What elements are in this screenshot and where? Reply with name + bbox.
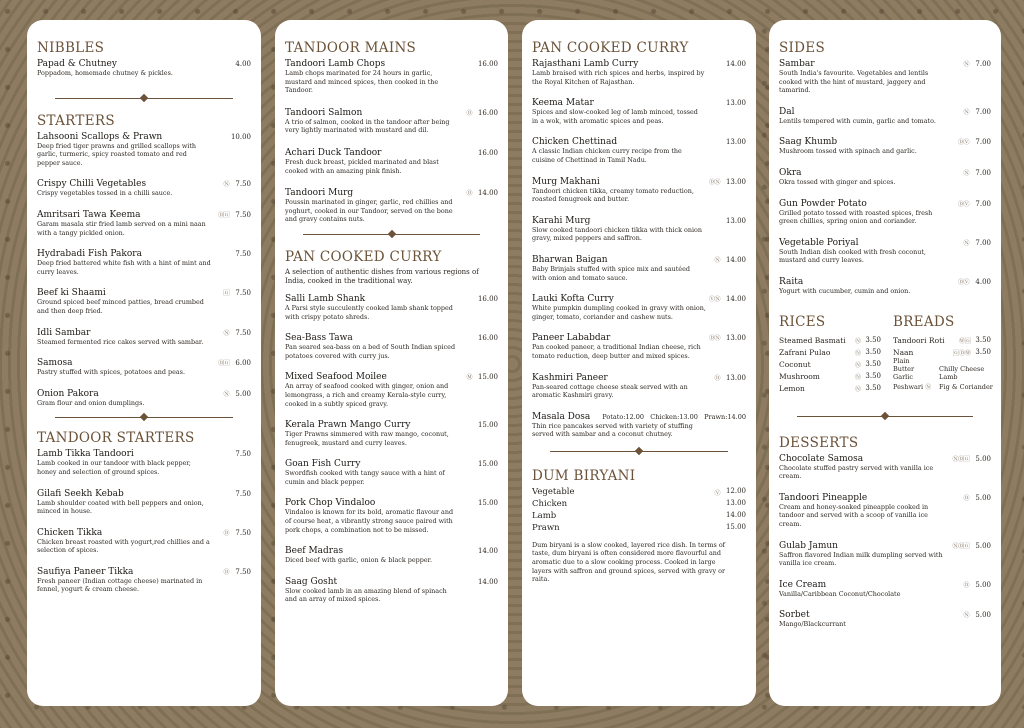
item-description: Mushroom tossed with spinach and garlic. [779,147,917,156]
menu-item [779,610,991,629]
section-heading-nibbles: NIBBLES [37,40,105,56]
dietary-icon: Ⓓ [466,109,472,117]
menu-item [37,567,251,594]
item-description: Lamb shoulder coated with bell peppers and onion, minced in house. [37,498,204,516]
item-name: Gun Powder Potato [779,198,867,209]
item-name: Lemon [779,383,805,393]
menu-panel-2 [275,20,508,706]
section-intro: A selection of authentic dishes from various regions of India, cooked in the traditional way. [285,267,479,285]
menu-item [532,373,746,400]
dietary-icon: ⓃⒹ🄶 [952,542,969,550]
item-description: Lamb cooked in our tandoor with black pepper, honey and selection of ground spices. [37,459,191,476]
item-description: Crispy vegetables tossed in a chilli sauce. [37,189,173,198]
item-name: Chicken Tikka [37,527,103,538]
section-divider [797,416,973,417]
menu-item [37,389,251,408]
item-name: Saag Gosht [285,576,338,587]
bread-row [893,336,991,345]
item-description: Yogurt with cucumber, cumin and onion. [779,286,911,295]
item-price: 7.50 [235,210,251,219]
item-name: Dal [779,106,795,117]
item-name: Raita [779,276,804,287]
item-description: Slow cooked tandoori chicken tikka with thick onion gravy, mixed peppers and saffron. [532,225,702,243]
menu-item [779,199,991,226]
menu-item [285,577,498,604]
menu-item [532,294,746,321]
item-name: Kerala Prawn Mango Curry [285,420,411,431]
item-price: 14.00 [477,547,498,556]
naan-type: Plain [893,356,910,365]
item-name: Crispy Chilli Vegetables [37,179,147,190]
item-price: 14.00 [725,295,746,304]
item-description: Pan-seared cottage cheese steak served with an aromatic Kashmiri gravy. [532,382,688,400]
item-price: Potato:12.00 Chicken:13.00 Prawn:14.00 [602,412,746,421]
item-price: 7.00 [975,238,991,247]
menu-item [37,328,251,347]
section-heading-starters: STARTERS [37,112,115,129]
naan-type: Peshwari [893,382,924,391]
item-price: 16.00 [477,334,498,343]
item-price: 13.00 [725,334,746,343]
item-price: 7.50 [235,528,251,537]
item-description: An array of seafood cooked with ginger, onion and lemongrass, a rich and creamy Kerala-style curry, cooked in a subtly spiced gravy. [285,382,449,408]
menu-item [532,137,746,164]
menu-item [285,294,498,321]
item-description: Pan cooked paneer, a traditional Indian cheese, rich tomato reduction, deep butter and mixed spices. [532,343,701,360]
menu-item [37,449,251,476]
item-description: Poussin marinated in ginger, garlic, red chillies and yoghurt, cooked in our Tandoor, served on the bone and gravy contains nuts. [285,198,453,224]
rice-row [779,372,881,381]
item-description: Okra tossed with ginger and spices. [779,177,896,186]
item-price: 5.00 [975,580,991,589]
item-price: 13.00 [725,99,746,108]
menu-panel-1 [27,20,261,706]
dietary-icon: 🄶 [223,290,229,298]
item-name: Lamb [532,510,557,521]
menu-item [37,59,251,78]
dietary-icon: Ⓝ [963,169,969,177]
item-name: Samosa [37,358,73,369]
dietary-icon: Ⓓ🄶 [217,211,229,219]
section-heading-pan-cooked-curry: PAN COOKED CURRY [285,248,442,265]
item-price: 5.00 [975,611,991,620]
menu-item [532,216,746,243]
item-price: 7.50 [235,489,251,498]
item-price: 15.00 [725,522,746,531]
item-name: Papad & Chutney [37,59,117,69]
item-description: Thin rice pancakes served with variety of stuffing served with sambar and a coconut chutney. [532,421,693,439]
item-price: 13.00 [725,216,746,225]
item-name: Coconut [779,359,811,369]
item-name: Chicken Chettinad [532,137,618,148]
item-price: 13.00 [725,177,746,186]
dietary-icon: Ⓓ [714,374,720,382]
menu-item-masala-dosa [532,412,746,439]
item-name: Murg Makhani [532,176,600,187]
menu-item [285,372,498,408]
item-description: A classic Indian chicken curry recipe from the cuisine of Chettinad in Tamil Nadu. [532,147,682,164]
menu-item [285,546,498,565]
rice-row [779,384,881,393]
dietary-icon: Ⓝ [854,385,861,393]
item-description: Poppadom, homemade chutney & pickles. [37,69,173,77]
menu-item [532,255,746,282]
item-description: Mango/Blackcurrant [779,620,846,629]
dietary-icon: ⒹⓋ [957,200,969,208]
menu-item [532,98,746,125]
dietary-icon: Ⓝ [854,337,861,345]
menu-item [285,188,498,224]
item-price: 7.00 [975,60,991,68]
dietary-icon: Ⓝ [854,349,861,357]
item-name: Saag Khumb [779,137,838,148]
item-description: Fresh duck breast, pickled marinated and blast cooked with an amazing pink finish. [285,157,439,175]
item-name: Onion Pakora [37,388,99,399]
item-price: 16.00 [477,108,498,117]
dietary-icon: ⒹⓃ [708,178,720,186]
item-price: 14.00 [725,60,746,68]
dietary-icon: Ⓝ [963,108,969,116]
menu-item [779,493,991,529]
item-description: South India's favourite. Vegetables and lentils cooked with the hint of mustard, jaggery and tamarind. [779,69,929,95]
section-heading-tandoor-starters: TANDOOR STARTERS [37,430,195,447]
dietary-icon: Ⓜ [466,374,472,382]
menu-item [37,210,251,237]
item-price: 16.00 [477,60,498,68]
dietary-icon: Ⓝ [963,239,969,247]
menu-item [532,333,746,360]
item-name: Gilafi Seekh Kebab [37,488,124,499]
item-description: Fresh paneer (Indian cottage cheese) marinated in fennel, yogurt & cream cheese. [37,576,203,594]
dietary-icon: Ⓓ [466,190,472,198]
item-description: Deep fried battered white fish with a hint of mint and curry leaves. [37,259,211,276]
item-name: Chocolate Samosa [779,453,864,464]
item-name: Lauki Kofta Curry [532,294,614,305]
menu-item [37,358,251,377]
naan-varieties [893,357,991,383]
item-price: 7.50 [235,180,251,189]
menu-item [37,132,251,168]
menu-item [285,420,498,447]
item-description: Lamb braised with rich spices and herbs, inspired by the Royal Kitchen of Rajasthan. [532,69,705,86]
item-name: Tandoori Murg [285,188,354,199]
item-price: 16.00 [477,148,498,157]
menu-item [532,177,746,204]
item-name: Hydrabadi Fish Pakora [37,249,142,260]
item-price: 15.00 [477,460,498,469]
item-price: 10.00 [230,132,251,141]
item-price: 14.00 [725,255,746,264]
item-price: 3.50 [975,335,991,344]
item-description: Pastry stuffed with spices, potatoes and peas. [37,368,185,377]
menu-item [285,498,498,534]
dietary-icon: Ⓝ [963,612,969,620]
item-price: 5.00 [235,389,251,398]
naan-type: Lamb [939,372,958,381]
item-description: Diced beef with garlic, onion & black pepper. [285,556,432,565]
item-price: 7.50 [235,450,251,459]
item-description: A Parsi style succulently cooked lamb shank topped with crispy potato shreds. [285,303,453,321]
item-name: Gulab Jamun [779,540,838,551]
item-description: Lamb chops marinated for 24 hours in garlic, mustard and minced spices, then cooked in the Tandoor. [285,69,439,95]
item-description: Vanilla/Caribbean Coconut/Chocolate [779,589,901,598]
item-name: Vegetable Poriyal [779,237,859,248]
item-price: 13.00 [725,373,746,382]
item-description: Garam masala stir fried lamb served on a mini naan with a tangy pickled onion. [37,219,206,237]
section-divider [550,451,728,452]
item-price: 15.00 [477,421,498,430]
item-description: Saffron flavored Indian milk dumpling served with vanilla ice cream. [779,550,943,568]
rice-row [779,348,881,357]
dietary-icon: Ⓝ [925,383,932,391]
item-price: 3.50 [865,371,881,380]
item-description: Tiger Prawns simmered with raw mango, coconut, fenugreek, mustard and curry leaves. [285,430,449,447]
dietary-icon: Ⓓ🄶 [217,360,229,368]
biryani-description: Dum biryani is a slow cooked, layered rice dish. In terms of taste, dum biryani is often considered more flavourful and aromatic due to a slow cooking process. Cooked in large layers with saffron and ground spices, served with gravy or raita. [532,540,726,584]
item-price: 13.00 [725,138,746,147]
item-price: 7.00 [975,199,991,208]
biryani-row [532,487,746,497]
item-description: Gram flour and onion dumplings. [37,398,145,407]
item-name: Kashmiri Paneer [532,372,608,383]
section-heading-sides: SIDES [779,40,826,56]
item-price: 14.00 [477,189,498,198]
item-price: 7.00 [975,107,991,116]
item-name: Tandoori Roti [893,335,945,345]
menu-item [779,580,991,599]
item-name: Ice Cream [779,579,827,590]
item-name: Karahi Murg [532,215,591,226]
naan-type: Butter [893,364,915,373]
item-price: 3.50 [975,347,991,356]
item-description: Chocolate stuffed pastry served with vanilla ice cream. [779,463,934,481]
item-price: 16.00 [477,294,498,303]
item-name: Chicken [532,498,568,509]
item-name: Zafrani Pulao [779,347,831,357]
menu-item [779,107,991,126]
item-price: 14.00 [725,510,746,519]
item-price: 12.00 [725,486,746,495]
section-heading-breads: BREADS [893,313,955,330]
dietary-icon: Ⓥ [714,489,720,497]
item-price: 13.00 [725,498,746,507]
menu-panel-4 [769,20,1001,706]
item-description: Vindaloo is known for its bold, aromatic flavour and of course heat, a vibrantly strong sauce paired with pork chops, a combination not to be missed. [285,508,454,534]
item-price: 6.00 [235,359,251,368]
rice-row [779,336,881,345]
item-description: Swordfish cooked with tangy sauce with a hint of cumin and black pepper. [285,469,445,486]
menu-item [779,277,991,296]
item-price: 5.00 [975,493,991,502]
item-description: Ground spiced beef minced patties, bread crumbed and then deep fried. [37,298,204,315]
item-description: White pumpkin dumpling cooked in gravy with onion, ginger, tomato, coriander and cashew nuts. [532,304,706,321]
item-price: 3.50 [865,335,881,344]
menu-item [779,541,991,568]
biryani-row [532,523,746,533]
item-name: Lahsooni Scallops & Prawn [37,131,163,142]
menu-item [37,179,251,198]
item-description: Tandoori chicken tikka, creamy tomato reduction, roasted fenugreek and butter. [532,186,694,204]
item-price: 7.50 [235,289,251,298]
item-name: Achari Duck Tandoor [285,147,382,158]
section-heading-desserts: DESSERTS [779,434,859,451]
item-description: Pan seared sea-bass on a bed of South Indian spiced potatoes covered with curry jus. [285,343,456,360]
rices-breads-block [779,314,991,410]
menu-item [779,168,991,187]
item-name: Lamb Tikka Tandoori [37,449,134,460]
item-name: Beef ki Shaami [37,288,106,299]
dietary-icon: Ⓦ🄶 [958,337,971,345]
dietary-icon: Ⓓ [963,494,969,502]
item-price: 4.00 [235,60,251,68]
item-name: Naan [893,347,914,357]
dietary-icon: ⓃⒹ🄶 [952,455,969,463]
section-heading-rices: RICES [779,313,826,330]
section-heading-tandoor-mains: TANDOOR MAINS [285,40,417,56]
menu-item [37,528,251,555]
item-price: 5.00 [975,541,991,550]
item-price: 5.00 [975,454,991,463]
dietary-icon: ⓋⓃ [708,296,720,304]
item-price: 14.00 [477,577,498,586]
dietary-icon: Ⓝ [854,361,861,369]
item-name: Keema Matar [532,98,594,109]
dietary-icon: Ⓝ [714,256,720,264]
dietary-icon: Ⓝ [963,61,969,68]
menu-item [285,108,498,135]
item-name: Tandoori Salmon [285,107,363,118]
item-name: Salli Lamb Shank [285,293,366,304]
item-name: Amritsari Tawa Keema [37,209,141,220]
menu-item [532,59,746,86]
menu-item [285,333,498,360]
item-description: Deep fried tiger prawns and grilled scallops with garlic, turmeric, spicy roasted tomato and red pepper sauce. [37,141,197,167]
item-name: Paneer Lababdar [532,333,611,344]
bread-row [893,348,991,357]
dietary-icon: Ⓓ [963,581,969,589]
item-description: Slow cooked lamb in an amazing blend of spinach and an array of mixed spices. [285,586,447,604]
breads-column [893,314,991,392]
menu-panel-3 [522,20,756,706]
item-name: Rajasthani Lamb Curry [532,59,639,69]
section-heading-pan-cooked-curry: PAN COOKED CURRY [532,40,689,56]
rices-column [779,314,881,396]
dietary-icon: ⒹⓋ [957,139,969,147]
item-price: 15.00 [477,373,498,382]
item-name: Prawn [532,522,560,533]
menu-item [779,454,991,481]
item-name: Pork Chop Vindaloo [285,498,376,509]
item-name: Sea-Bass Tawa [285,333,353,344]
dietary-icon: ⒹⓋ [957,278,969,286]
biryani-row [532,499,746,509]
menu-item [779,59,991,95]
item-name: Vegetable [532,486,575,497]
item-name: Mushroom [779,371,820,381]
rice-row [779,360,881,369]
menu-item [37,249,251,276]
item-name: Steamed Basmati [779,335,846,345]
dietary-icon: 🄶ⒹⓌ [952,349,971,357]
menu-item [285,59,498,95]
item-name: Tandoori Pineapple [779,492,868,503]
item-price: 7.50 [235,328,251,337]
menu-item [779,238,991,265]
item-name: Beef Madras [285,546,344,557]
item-description: Lentils tempered with cumin, garlic and tomato. [779,116,936,125]
menu-item [779,137,991,156]
item-name: Sorbet [779,610,810,621]
dietary-icon: Ⓓ [223,568,229,576]
item-name: Bharwan Baigan [532,254,608,265]
dietary-icon: Ⓓ [223,529,229,537]
biryani-row [532,511,746,521]
item-name: Saufiya Paneer Tikka [37,566,134,577]
item-name: Tandoori Lamb Chops [285,59,386,69]
dietary-icon: Ⓝ [223,181,229,189]
item-description: Grilled potato tossed with roasted spices, fresh green chillies, spring onion and coriander. [779,208,933,226]
item-price: 15.00 [477,499,498,508]
item-description: South Indian dish cooked with fresh coconut, mustard and curry leaves. [779,247,926,265]
item-price: 7.00 [975,168,991,177]
menu-item [37,288,251,315]
item-name: Mixed Seafood Moilee [285,372,387,383]
menu-item [285,459,498,486]
item-name: Masala Dosa [532,411,591,422]
item-price: 3.50 [865,359,881,368]
item-price: 7.00 [975,138,991,147]
dietary-icon: Ⓝ [223,390,229,398]
item-price: 7.50 [235,250,251,259]
dietary-icon: ⒹⓃ [708,335,720,343]
item-price: 4.00 [975,277,991,286]
item-description: Baby Brinjals stuffed with spice mix and sautéed with onion and tomato sauce. [532,264,690,282]
item-description: Steamed fermented rice cakes served with sambar. [37,337,204,346]
dietary-icon: Ⓝ [223,329,229,337]
item-description: A trio of salmon, cooked in the tandoor after being very lightly marinated with mustard and dil. [285,117,450,135]
item-name: Goan Fish Curry [285,459,361,470]
item-price: 7.50 [235,567,251,576]
menu-item [285,148,498,175]
item-price: 3.50 [865,383,881,392]
section-divider [55,98,233,99]
naan-type: Fig & Coriander [939,382,993,391]
item-price: 3.50 [865,347,881,356]
item-description: Spices and slow-cooked leg of lamb minced, tossed in a wok, with aromatic spices and peas. [532,108,698,125]
naan-type: Chilly Cheese [939,364,985,373]
item-description: Chicken breast roasted with yogurt,red chillies and a selection of spices. [37,537,210,555]
section-heading-dum-biryani: DUM BIRYANI [532,467,636,484]
menu-item [37,489,251,516]
naan-type-row [893,383,991,392]
section-divider [55,417,233,418]
dietary-icon: Ⓝ [854,373,861,381]
item-name: Idli Sambar [37,327,91,338]
item-name: Okra [779,167,802,178]
item-description: Cream and honey-soaked pineapple cooked in tandoor and served with a scoop of vanilla ice cream. [779,502,929,528]
naan-type: Garlic [893,372,913,381]
section-divider [303,234,480,235]
item-name: Sambar [779,59,815,69]
